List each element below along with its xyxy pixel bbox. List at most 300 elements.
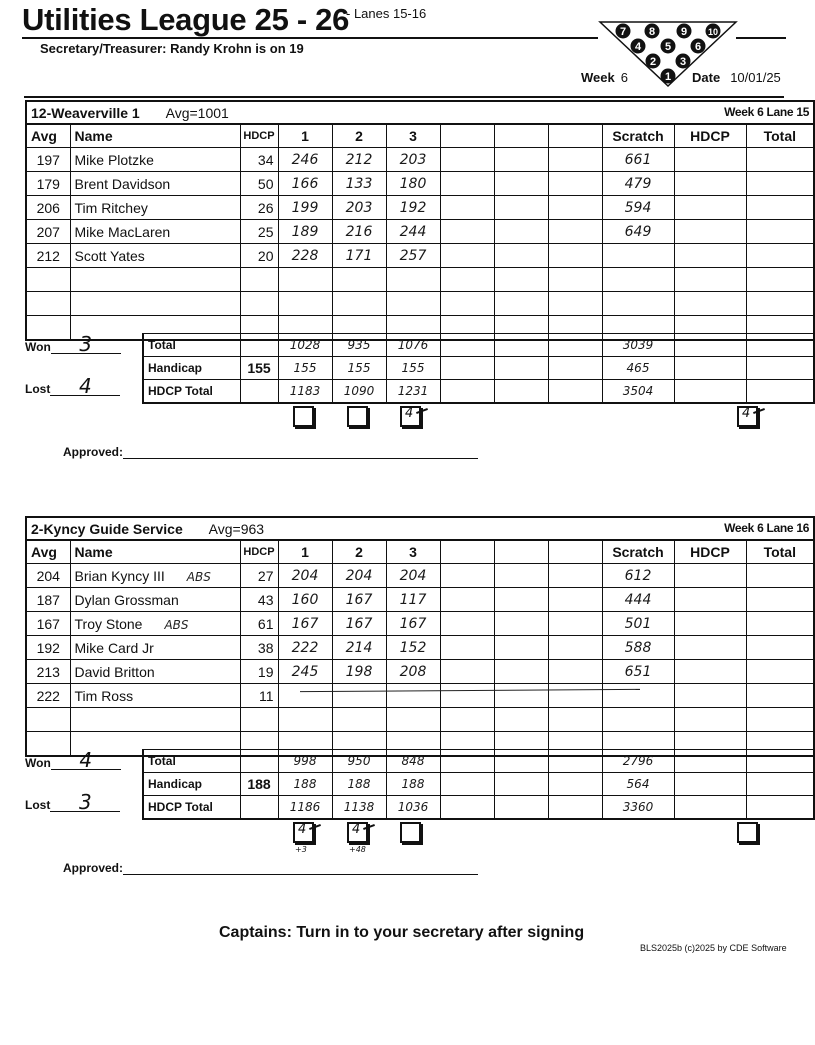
blank-cell[interactable] (494, 612, 548, 636)
total-score[interactable] (746, 636, 814, 660)
pin-number: 7 (619, 26, 627, 38)
hdcp-score[interactable] (674, 244, 746, 268)
hdcp-total-row (143, 796, 814, 820)
hdcp-score[interactable] (674, 708, 746, 732)
total-row (143, 750, 814, 773)
hdcp-total[interactable] (674, 773, 746, 796)
blank-cell[interactable] (548, 564, 602, 588)
game-3-score[interactable]: 152 (386, 636, 440, 660)
player-avg: 179 (26, 172, 70, 196)
total-score[interactable] (746, 684, 814, 708)
blank-cell[interactable] (494, 268, 548, 292)
blank-cell[interactable] (440, 334, 494, 357)
game-3-score[interactable]: 208 (386, 660, 440, 684)
grand-total[interactable] (746, 796, 814, 820)
hdcp-score[interactable] (674, 172, 746, 196)
col-blank (494, 124, 548, 148)
blank-cell[interactable] (440, 292, 494, 316)
hdcp-score[interactable] (674, 268, 746, 292)
game-2-total[interactable]: 950 (332, 750, 386, 773)
game-1-score[interactable]: 167 (278, 612, 332, 636)
total-score[interactable] (746, 220, 814, 244)
lanes-label: - Lanes 15-16 (346, 6, 427, 21)
game-3-score[interactable] (386, 684, 440, 708)
blank-cell[interactable] (548, 588, 602, 612)
total-score[interactable] (746, 588, 814, 612)
game-3-score[interactable]: 244 (386, 220, 440, 244)
player-avg: 206 (26, 196, 70, 220)
blank-cell[interactable] (440, 148, 494, 172)
game-2-score[interactable]: 171 (332, 244, 386, 268)
blank-cell[interactable] (440, 172, 494, 196)
player-row (26, 660, 814, 684)
player-row (26, 244, 814, 268)
hdcp-score[interactable] (674, 292, 746, 316)
player-name: Mike MacLaren (74, 223, 171, 240)
scratch-total[interactable]: 3504 (602, 380, 674, 404)
game-1-score[interactable]: 199 (278, 196, 332, 220)
game-1-score[interactable] (278, 292, 332, 316)
game-2-score[interactable] (332, 708, 386, 732)
scratch-score[interactable] (602, 244, 674, 268)
blank-cell[interactable] (494, 750, 548, 773)
game-2-score[interactable]: 203 (332, 196, 386, 220)
blank-cell[interactable] (494, 357, 548, 380)
game-3-total[interactable]: 1036 (386, 796, 440, 820)
col-hdcp: HDCP (240, 124, 278, 148)
week-label: Week (581, 70, 615, 85)
pin-number: 5 (664, 41, 672, 53)
blank-cell[interactable] (494, 196, 548, 220)
player-hdcp: 34 (240, 148, 278, 172)
team-header-row (26, 101, 814, 124)
scratch-score[interactable]: 594 (602, 196, 674, 220)
approved-signature-line[interactable] (123, 446, 478, 459)
won-label: Won (25, 340, 51, 354)
game-1-score[interactable]: 189 (278, 220, 332, 244)
blank-cell[interactable] (494, 708, 548, 732)
pin-number: 8 (648, 26, 656, 38)
game-3-score[interactable] (386, 292, 440, 316)
game-3-score[interactable] (386, 268, 440, 292)
lost-value[interactable]: 4 (50, 377, 120, 396)
col-blank (494, 540, 548, 564)
lost-field (25, 374, 120, 398)
check-tick-icon (753, 408, 765, 414)
player-hdcp: 38 (240, 636, 278, 660)
row-label: Handicap (143, 773, 240, 796)
column-header-row (26, 540, 814, 564)
player-name-cell (70, 636, 240, 660)
team-name: 2-Kyncy Guide Service (31, 520, 183, 537)
total-score[interactable] (746, 172, 814, 196)
hdcp-score[interactable] (674, 684, 746, 708)
blank-cell[interactable] (548, 708, 602, 732)
game-1-total[interactable]: 1186 (278, 796, 332, 820)
blank-cell[interactable] (440, 244, 494, 268)
approved-signature-line[interactable] (123, 862, 478, 875)
game-2-score[interactable]: 212 (332, 148, 386, 172)
blank-cell[interactable] (440, 268, 494, 292)
checkbox-mark: 4 (352, 822, 361, 837)
player-name-cell (70, 148, 240, 172)
blank-cell[interactable] (440, 773, 494, 796)
grand-total[interactable] (746, 750, 814, 773)
hdcp-score[interactable] (674, 196, 746, 220)
blank-cell[interactable] (494, 148, 548, 172)
player-name-cell (70, 708, 240, 732)
game-2-score[interactable]: 133 (332, 172, 386, 196)
won-field (25, 748, 121, 772)
game-1-total[interactable]: 188 (278, 773, 332, 796)
game-2-total[interactable]: 1090 (332, 380, 386, 404)
blank-cell[interactable] (440, 588, 494, 612)
game-2-total[interactable]: 1138 (332, 796, 386, 820)
player-name: Tim Ross (74, 687, 134, 704)
player-name-cell (70, 292, 240, 316)
col-blank (440, 124, 494, 148)
blank-cell[interactable] (440, 380, 494, 404)
game-2-score[interactable]: 204 (332, 564, 386, 588)
player-name-cell (70, 220, 240, 244)
total-score[interactable] (746, 196, 814, 220)
blank-cell[interactable] (440, 750, 494, 773)
player-avg (26, 268, 70, 292)
player-name: Tim Ritchey (74, 199, 148, 216)
blank-cell[interactable] (548, 357, 602, 380)
blank-cell[interactable] (494, 588, 548, 612)
totals-table (142, 333, 815, 404)
game-1-total[interactable]: 998 (278, 750, 332, 773)
game-3-score[interactable]: 192 (386, 196, 440, 220)
player-hdcp: 20 (240, 244, 278, 268)
scratch-total[interactable]: 465 (602, 357, 674, 380)
blank-cell[interactable] (494, 796, 548, 820)
lost-label: Lost (25, 382, 51, 396)
player-hdcp: 27 (240, 564, 278, 588)
team-hdcp (240, 334, 278, 357)
grand-total[interactable] (746, 773, 814, 796)
hdcp-total-row (143, 380, 814, 404)
player-name-cell (70, 196, 240, 220)
player-row (26, 172, 814, 196)
game-1-score[interactable]: 245 (278, 660, 332, 684)
blank-cell[interactable] (548, 750, 602, 773)
blank-cell[interactable] (440, 220, 494, 244)
blank-cell[interactable] (548, 660, 602, 684)
blank-cell[interactable] (548, 334, 602, 357)
column-header-row (26, 124, 814, 148)
col-blank (548, 124, 602, 148)
game-3-total[interactable]: 848 (386, 750, 440, 773)
game-3-total[interactable]: 1231 (386, 380, 440, 404)
title-divider (22, 37, 598, 39)
game-1-total[interactable]: 1028 (278, 334, 332, 357)
total-score[interactable] (746, 708, 814, 732)
game-2-total[interactable]: 188 (332, 773, 386, 796)
game-win-checkbox[interactable] (293, 822, 314, 843)
grand-total[interactable] (746, 357, 814, 380)
pin-number: 4 (634, 41, 642, 53)
game-2-score[interactable] (332, 684, 386, 708)
scratch-total[interactable]: 3360 (602, 796, 674, 820)
player-name: Brian Kyncy III (74, 567, 165, 584)
col-name: Name (70, 540, 240, 564)
hdcp-total[interactable] (674, 334, 746, 357)
blank-cell[interactable] (494, 660, 548, 684)
grand-total[interactable] (746, 334, 814, 357)
blank-cell[interactable] (548, 612, 602, 636)
totals-table (142, 749, 815, 820)
scratch-total[interactable]: 3039 (602, 334, 674, 357)
blank-cell[interactable] (548, 292, 602, 316)
blank-cell[interactable] (494, 564, 548, 588)
blank-cell[interactable] (440, 196, 494, 220)
captains-instruction: Captains: Turn in to your secretary after signing (219, 924, 585, 941)
game-1-score[interactable] (278, 268, 332, 292)
game-2-total[interactable]: 155 (332, 357, 386, 380)
blank-cell[interactable] (440, 660, 494, 684)
pin-number: 9 (680, 26, 688, 38)
player-avg: 207 (26, 220, 70, 244)
blank-cell[interactable] (494, 172, 548, 196)
player-avg: 222 (26, 684, 70, 708)
scratch-score[interactable]: 661 (602, 148, 674, 172)
checkbox-mark: 4 (742, 406, 751, 421)
blank-cell[interactable] (440, 796, 494, 820)
total-score[interactable] (746, 268, 814, 292)
hdcp-total[interactable] (674, 380, 746, 404)
game-3-score[interactable]: 117 (386, 588, 440, 612)
grand-total[interactable] (746, 380, 814, 404)
game-win-checkbox[interactable] (400, 406, 421, 427)
game-2-score[interactable]: 167 (332, 612, 386, 636)
game-1-score[interactable]: 228 (278, 244, 332, 268)
scratch-total[interactable]: 2796 (602, 750, 674, 773)
software-credit: BLS2025b (c)2025 by CDE Software (640, 943, 787, 953)
game-3-score[interactable]: 180 (386, 172, 440, 196)
col-total: Total (746, 124, 814, 148)
scratch-score[interactable]: 501 (602, 612, 674, 636)
pin-number: 1 (664, 71, 672, 83)
player-avg: 212 (26, 244, 70, 268)
blank-cell[interactable] (548, 636, 602, 660)
scratch-score[interactable]: 651 (602, 660, 674, 684)
date-indicator (692, 70, 781, 85)
total-score[interactable] (746, 564, 814, 588)
blank-cell[interactable] (494, 773, 548, 796)
blank-cell[interactable] (440, 636, 494, 660)
player-hdcp: 61 (240, 612, 278, 636)
row-label: HDCP Total (143, 380, 240, 404)
game-3-score[interactable]: 203 (386, 148, 440, 172)
col-hdcp-total: HDCP (674, 540, 746, 564)
blank-cell[interactable] (548, 148, 602, 172)
total-score[interactable] (746, 244, 814, 268)
player-hdcp: 11 (240, 684, 278, 708)
blank-cell[interactable] (440, 564, 494, 588)
game-3-score[interactable]: 257 (386, 244, 440, 268)
player-hdcp: 19 (240, 660, 278, 684)
approved-label: Approved: (63, 445, 123, 459)
blank-cell[interactable] (440, 708, 494, 732)
blank-cell[interactable] (548, 380, 602, 404)
game-2-score[interactable]: 216 (332, 220, 386, 244)
game-win-checkbox[interactable] (737, 406, 758, 427)
checkbox-mark: 4 (405, 406, 414, 421)
game-2-score[interactable]: 214 (332, 636, 386, 660)
game-1-score[interactable] (278, 708, 332, 732)
blank-cell[interactable] (548, 244, 602, 268)
pin-number: 10 (707, 27, 719, 37)
game-3-score[interactable]: 167 (386, 612, 440, 636)
blank-cell[interactable] (548, 220, 602, 244)
total-score[interactable] (746, 148, 814, 172)
game-1-score[interactable] (278, 684, 332, 708)
game-2-score[interactable] (332, 268, 386, 292)
section-divider (24, 96, 784, 98)
player-avg: 197 (26, 148, 70, 172)
scratch-score[interactable]: 479 (602, 172, 674, 196)
hdcp-total[interactable] (674, 357, 746, 380)
col-scratch: Scratch (602, 124, 674, 148)
player-name-cell (70, 172, 240, 196)
game-1-score[interactable]: 246 (278, 148, 332, 172)
blank-cell[interactable] (494, 684, 548, 708)
game-3-total[interactable]: 1076 (386, 334, 440, 357)
game-win-checkbox[interactable] (347, 822, 368, 843)
scratch-score[interactable] (602, 292, 674, 316)
hdcp-score[interactable] (674, 660, 746, 684)
absent-note: ABS (186, 569, 211, 584)
blank-cell[interactable] (440, 357, 494, 380)
game-1-score[interactable]: 166 (278, 172, 332, 196)
game-1-score[interactable]: 204 (278, 564, 332, 588)
game-2-score[interactable]: 167 (332, 588, 386, 612)
player-row (26, 268, 814, 292)
hdcp-score[interactable] (674, 564, 746, 588)
hdcp-score[interactable] (674, 148, 746, 172)
player-hdcp (240, 292, 278, 316)
blank-cell[interactable] (494, 334, 548, 357)
approved-field (63, 445, 478, 459)
player-avg: 167 (26, 612, 70, 636)
game-3-score[interactable]: 204 (386, 564, 440, 588)
player-name-cell (70, 684, 240, 708)
total-score[interactable] (746, 292, 814, 316)
week-value: 6 (620, 70, 628, 85)
blank-cell[interactable] (548, 172, 602, 196)
game-1-score[interactable]: 160 (278, 588, 332, 612)
game-1-total[interactable]: 1183 (278, 380, 332, 404)
won-value[interactable]: 4 (51, 751, 121, 770)
game-2-score[interactable]: 198 (332, 660, 386, 684)
date-label: Date (692, 70, 721, 85)
scratch-score[interactable]: 444 (602, 588, 674, 612)
check-tick-icon (416, 408, 428, 414)
team-hdcp: 188 (240, 773, 278, 796)
lost-label: Lost (25, 798, 51, 812)
total-score[interactable] (746, 612, 814, 636)
player-name: David Britton (74, 663, 155, 680)
team-hdcp (240, 750, 278, 773)
scratch-score[interactable]: 649 (602, 220, 674, 244)
player-hdcp (240, 708, 278, 732)
checkbox-note: +48 (349, 845, 366, 854)
game-3-score[interactable] (386, 708, 440, 732)
week-lane-label: Week 6 Lane 15 (724, 104, 810, 119)
lost-value[interactable]: 3 (50, 793, 120, 812)
game-win-checkbox[interactable] (347, 406, 368, 427)
game-1-score[interactable]: 222 (278, 636, 332, 660)
player-row (26, 148, 814, 172)
blank-cell[interactable] (548, 196, 602, 220)
hdcp-score[interactable] (674, 612, 746, 636)
blank-cell[interactable] (494, 380, 548, 404)
row-label: Total (143, 750, 240, 773)
player-row (26, 708, 814, 732)
total-score[interactable] (746, 660, 814, 684)
col-avg: Avg (26, 124, 70, 148)
secretary-line: Secretary/Treasurer: Randy Krohn is on 19 (40, 41, 304, 56)
blank-cell[interactable] (440, 612, 494, 636)
checkbox-note: +3 (295, 845, 307, 854)
blank-cell[interactable] (494, 220, 548, 244)
scratch-score[interactable] (602, 684, 674, 708)
scratch-score[interactable] (602, 268, 674, 292)
blank-cell[interactable] (548, 268, 602, 292)
blank-cell[interactable] (548, 773, 602, 796)
player-avg: 187 (26, 588, 70, 612)
col-scratch: Scratch (602, 540, 674, 564)
player-hdcp: 26 (240, 196, 278, 220)
hdcp-score[interactable] (674, 588, 746, 612)
player-name: Dylan Grossman (74, 591, 179, 608)
game-3-total[interactable]: 155 (386, 357, 440, 380)
blank-cell[interactable] (494, 292, 548, 316)
game-1-total[interactable]: 155 (278, 357, 332, 380)
col-hdcp: HDCP (240, 540, 278, 564)
scratch-score[interactable]: 588 (602, 636, 674, 660)
blank-cell[interactable] (494, 636, 548, 660)
blank-cell[interactable] (494, 244, 548, 268)
team-hdcp: 155 (240, 357, 278, 380)
col-hdcp-total: HDCP (674, 124, 746, 148)
blank-cell[interactable] (548, 684, 602, 708)
hdcp-score[interactable] (674, 220, 746, 244)
blank-cell[interactable] (548, 796, 602, 820)
game-win-checkbox[interactable] (400, 822, 421, 843)
col-game-1: 1 (278, 540, 332, 564)
hdcp-total[interactable] (674, 750, 746, 773)
scratch-score[interactable]: 612 (602, 564, 674, 588)
game-2-total[interactable]: 935 (332, 334, 386, 357)
won-label: Won (25, 756, 51, 770)
game-2-score[interactable] (332, 292, 386, 316)
game-3-total[interactable]: 188 (386, 773, 440, 796)
won-value[interactable]: 3 (51, 335, 121, 354)
game-win-checkbox[interactable] (737, 822, 758, 843)
player-avg (26, 708, 70, 732)
player-name: Scott Yates (74, 247, 145, 264)
blank-cell[interactable] (440, 684, 494, 708)
scratch-score[interactable] (602, 708, 674, 732)
scratch-total[interactable]: 564 (602, 773, 674, 796)
hdcp-score[interactable] (674, 636, 746, 660)
hdcp-total[interactable] (674, 796, 746, 820)
team-scorecard (25, 516, 810, 875)
game-win-checkbox[interactable] (293, 406, 314, 427)
